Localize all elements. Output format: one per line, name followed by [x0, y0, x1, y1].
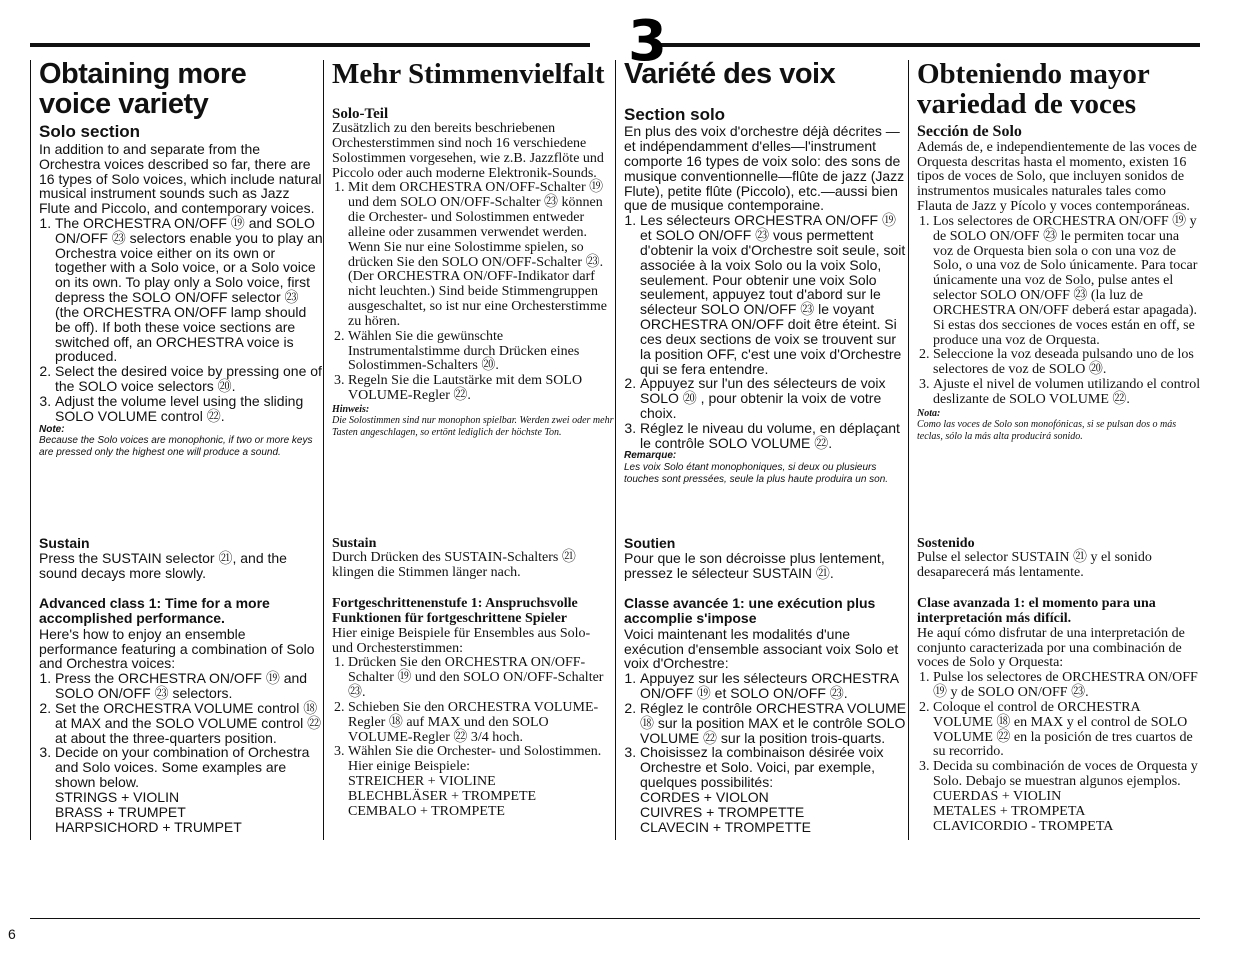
advanced-step: 3. Wählen Sie die Orchester- und Solostimmen. Hier einige Beispiele: — [348, 745, 614, 775]
advanced-heading: Fortgeschrittenenstufe 1: Anspruchsvolle Funktionen für fortgeschrittene Spieler — [332, 596, 578, 627]
advanced-step: 2. Schieben Sie den ORCHESTRA VOLUME-Regler ⑱ auf MAX und den SOLO VOLUME-Regler ㉒ 3/4 hoch. — [348, 701, 614, 745]
advanced-intro: He aquí cómo disfrutar de una interpretación de conjunto caracterizada por una combinación de voces de Solo y Orquesta: — [917, 625, 1185, 671]
footer-rule — [30, 918, 1200, 919]
sustain-heading: Sustain — [39, 535, 90, 551]
advanced-steps — [39, 671, 324, 790]
combo-example: CLAVICORDIO - TROMPETA — [933, 818, 1114, 834]
note-text: Les voix Solo étant monophoniques, si deux ou plusieurs touches sont pressées, seule la plus haute produira un son. — [624, 462, 889, 485]
advanced-step: 1. Drücken Sie den ORCHESTRA ON/OFF-Schalter ⑲ und den SOLO ON/OFF-Schalter ㉓. — [348, 656, 614, 700]
advanced-step: 1. Pulse los selectores de ORCHESTRA ON/OFF ⑲ y de SOLO ON/OFF ㉓. — [933, 671, 1202, 701]
combo-example: METALES + TROMPETA — [933, 803, 1086, 819]
advanced-step: 2. Coloque el control de ORCHESTRA VOLUME ⑱ en MAX y el control de SOLO VOLUME ㉒ en la posición de tres cuartos de su recorrido. — [933, 701, 1202, 760]
solo-intro: En plus des voix d'orchestre déjà décrites —et indépendamment d'elles—l'instrument comporte 16 types de voix solo: des sons de musique conventionnelle—flûte de jazz (Jazz Flute), petite flûte (Piccolo), etc.—aussi bien que de musique contemporaine. — [624, 123, 905, 214]
advanced-step: 1. Appuyez sur les sélecteurs ORCHESTRA ON/OFF ⑲ et SOLO ON/OFF ㉓. — [640, 671, 907, 701]
sustain-text: Durch Drücken des SUSTAIN-Schalters ㉑ klingen die Stimmen länger nach. — [332, 550, 576, 581]
solo-step: 3. Adjust the volume level using the sliding SOLO VOLUME control ㉒. — [55, 394, 324, 424]
advanced-steps — [624, 671, 907, 790]
advanced-intro: Hier einige Beispiele für Ensembles aus Solo- und Orchesterstimmen: — [332, 625, 591, 656]
advanced-step: 3. Decide on your combination of Orchestra and Solo voices. Some examples are shown below. — [55, 745, 324, 789]
chapter-number: 3 — [628, 9, 667, 74]
advanced-step: 3. Choisissez la combinaison désirée voix Orchestre et Solo. Voici, par exemple, quelques possibilités: — [640, 745, 907, 789]
advanced-intro: Voici maintenant les modalités d'une exécution d'ensemble associant voix Solo et voix d'Orchestre: — [624, 625, 899, 672]
sustain-heading: Sostenido — [917, 536, 975, 551]
combo-example: CORDES + VIOLON — [640, 788, 769, 805]
solo-steps — [332, 181, 614, 403]
advanced-intro: Here's how to enjoy an ensemble performance featuring a combination of Solo and Orchestra voices: — [39, 625, 315, 672]
combo-example: BRASS + TRUMPET — [55, 803, 186, 820]
note-label: Hinweis: — [332, 403, 370, 415]
advanced-steps — [917, 671, 1202, 790]
advanced-heading: Clase avanzada 1: el momento para una interpretación más difícil. — [917, 596, 1156, 627]
advanced-heading: Advanced class 1: Time for a more accomplished performance. — [39, 595, 270, 627]
solo-step: 2. Select the desired voice by pressing one of the SOLO voice selectors ⑳. — [55, 364, 324, 394]
column-spanish — [908, 60, 1202, 840]
page-number: 6 — [8, 926, 16, 942]
advanced-step: 3. Decida su combinación de voces de Orquesta y Solo. Debajo se muestran algunos ejemplos. — [933, 760, 1202, 790]
column-french — [615, 60, 907, 840]
combo-example: CLAVECIN + TROMPETTE — [640, 818, 812, 835]
solo-step: 3. Réglez le niveau du volume, en déplaçant le contrôle SOLO VOLUME ㉒. — [640, 421, 907, 451]
sustain-text: Press the SUSTAIN selector ㉑, and the sound decays more slowly. — [39, 550, 287, 582]
solo-step: 2. Seleccione la voz deseada pulsando uno de los selectores de voz de SOLO ⑳. — [933, 348, 1202, 378]
advanced-step: 2. Réglez le contrôle ORCHESTRA VOLUME ⑱ sur la position MAX et le contrôle SOLO VOLUME ㉒ sur la position trois-quarts. — [640, 701, 907, 745]
combo-example: CUERDAS + VIOLIN — [933, 788, 1062, 804]
solo-heading: Section solo — [624, 104, 726, 124]
note-label: Remarque: — [624, 450, 677, 462]
note-text: Die Solostimmen sind nur monophon spielbar. Werden zwei oder mehr Tasten angeschlagen, so ertönt lediglich der höchste Ton. — [332, 415, 614, 438]
section-title: Obteniendo mayor variedad de voces — [917, 58, 1150, 120]
header-rule-right — [655, 43, 1200, 47]
note-label: Note: — [39, 423, 65, 435]
combo-example: BLECHBLÄSER + TROMPETE — [348, 788, 537, 804]
solo-steps — [39, 216, 324, 424]
section-title: Mehr Stimmenvielfalt — [332, 58, 605, 90]
combo-example: HARPSICHORD + TRUMPET — [55, 818, 242, 835]
solo-step: 3. Regeln Sie die Lautstärke mit dem SOLO VOLUME-Regler ㉒. — [348, 374, 614, 404]
combo-example: STRINGS + VIOLIN — [55, 788, 180, 805]
section-title: Obtaining more voice variety — [39, 58, 247, 120]
sustain-text: Pour que le son décroisse plus lentement, pressez le sélecteur SUSTAIN ㉑. — [624, 550, 885, 582]
sustain-heading: Sustain — [332, 536, 377, 551]
advanced-steps — [332, 656, 614, 775]
solo-heading: Solo section — [39, 122, 141, 142]
note-text: Como las voces de Solo son monofónicas, si se pulsan dos o más teclas, sólo la más alta producirá sonido. — [917, 419, 1177, 442]
solo-intro: Además de, e independientemente de las voces de Orquesta descritas hasta el momento, existen 16 tipos de voces de Solo, que incluyen sonidos de instrumentos musicales naturales tales como Flauta de Jazz y Pícolo y voces contemporáneas. — [917, 139, 1197, 215]
column-english — [30, 60, 324, 840]
sustain-heading: Soutien — [624, 535, 676, 551]
solo-steps — [624, 213, 907, 450]
solo-heading: Sección de Solo — [917, 123, 1022, 141]
section-title: Variété des voix — [624, 58, 836, 90]
solo-steps — [917, 215, 1202, 408]
advanced-heading: Classe avancée 1: une exécution plus accomplie s'impose — [624, 595, 876, 627]
solo-step: 1. Les sélecteurs ORCHESTRA ON/OFF ⑲ et SOLO ON/OFF ㉓ vous permettent d'obtenir la voix d'Orchestre soit seule, soit associée à la voix Solo ou la voix Solo, seulement. Pour obtenir une voix Solo seulement, appuyez tout d'abord sur le sélecteur SOLO ON/OFF ㉓ le voyant ORCHESTRA ON/OFF doit être éteint. Si ces deux sections de voix se trouvent sur la position OFF, c'est une voix d'Orchestre qui se fera entendre. — [640, 213, 907, 376]
combo-example: CUIVRES + TROMPETTE — [640, 803, 805, 820]
note-label: Nota: — [917, 407, 941, 419]
solo-intro: In addition to and separate from the Orchestra voices described so far, there are 16 types of Solo voices, which include natural musical instrument sounds such as Jazz Flute and Piccolo, and contemporary voices. — [39, 140, 322, 217]
solo-intro: Zusätzlich zu den bereits beschriebenen Orchesterstimmen sind noch 16 verschiedene Solostimmen vorgesehen, wie z.B. Jazzflöte und Piccolo oder auch moderne Elektronik-Sounds. — [332, 121, 604, 181]
column-german — [323, 60, 614, 840]
solo-heading: Solo-Teil — [332, 105, 389, 122]
sustain-text: Pulse el selector SUSTAIN ㉑ y el sonido desaparecerá más lentamente. — [917, 550, 1152, 581]
solo-step: 1. The ORCHESTRA ON/OFF ⑲ and SOLO ON/OFF ㉓ selectors enable you to play an Orchestra voice either on its own or together with a Solo voice, or a Solo voice on its own. To play only a Solo voice, first depress the SOLO ON/OFF selector ㉓ (the ORCHESTRA ON/OFF lamp should be off). If both these voice sections are switched off, an ORCHESTRA voice is produced. — [55, 216, 324, 364]
solo-step: 2. Wählen Sie die gewünschte Instrumentalstimme durch Drücken eines Solostimmen-Schalters ⑳. — [348, 330, 614, 374]
solo-step: 2. Appuyez sur l'un des sélecteurs de voix SOLO ⑳ , pour obtenir la voix de votre choix. — [640, 376, 907, 420]
solo-step: 1. Mit dem ORCHESTRA ON/OFF-Schalter ⑲ und dem SOLO ON/OFF-Schalter ㉓ können die Orchester- und Solostimmen entweder alleine oder zusammen verwendet werden. Wenn Sie nur eine Solostimme spielen, so drücken Sie den SOLO ON/OFF-Schalter ㉓. (Der ORCHESTRA ON/OFF-Indikator darf nicht leuchten.) Sind beide Stimmengruppen ausgeschaltet, so ist nur eine Orchesterstimme zu hören. — [348, 181, 614, 329]
combo-example: STREICHER + VIOLINE — [348, 774, 496, 790]
note-text: Because the Solo voices are monophonic, if two or more keys are pressed only the highest one will produce a sound. — [39, 435, 313, 458]
combo-example: CEMBALO + TROMPETE — [348, 803, 505, 819]
solo-step: 1. Los selectores de ORCHESTRA ON/OFF ⑲ y de SOLO ON/OFF ㉓ le permiten tocar una voz de Orquesta bien sola o con una voz de Solo, o una voz de Solo únicamente. Para tocar únicamente una voz de Solo, pulse antes el selector SOLO ON/OFF ㉓ (la luz de ORCHESTRA ON/OFF deberá estar apagada). Si estas dos secciones de voces están en off, se produce una voz de Orquesta. — [933, 215, 1202, 348]
advanced-step: 2. Set the ORCHESTRA VOLUME control ⑱ at MAX and the SOLO VOLUME control ㉒ at about the three-quarters position. — [55, 701, 324, 745]
solo-step: 3. Ajuste el nivel de volumen utilizando el control deslizante de SOLO VOLUME ㉒. — [933, 378, 1202, 408]
advanced-step: 1. Press the ORCHESTRA ON/OFF ⑲ and SOLO ON/OFF ㉓ selectors. — [55, 671, 324, 701]
header-rule-left — [30, 43, 590, 47]
